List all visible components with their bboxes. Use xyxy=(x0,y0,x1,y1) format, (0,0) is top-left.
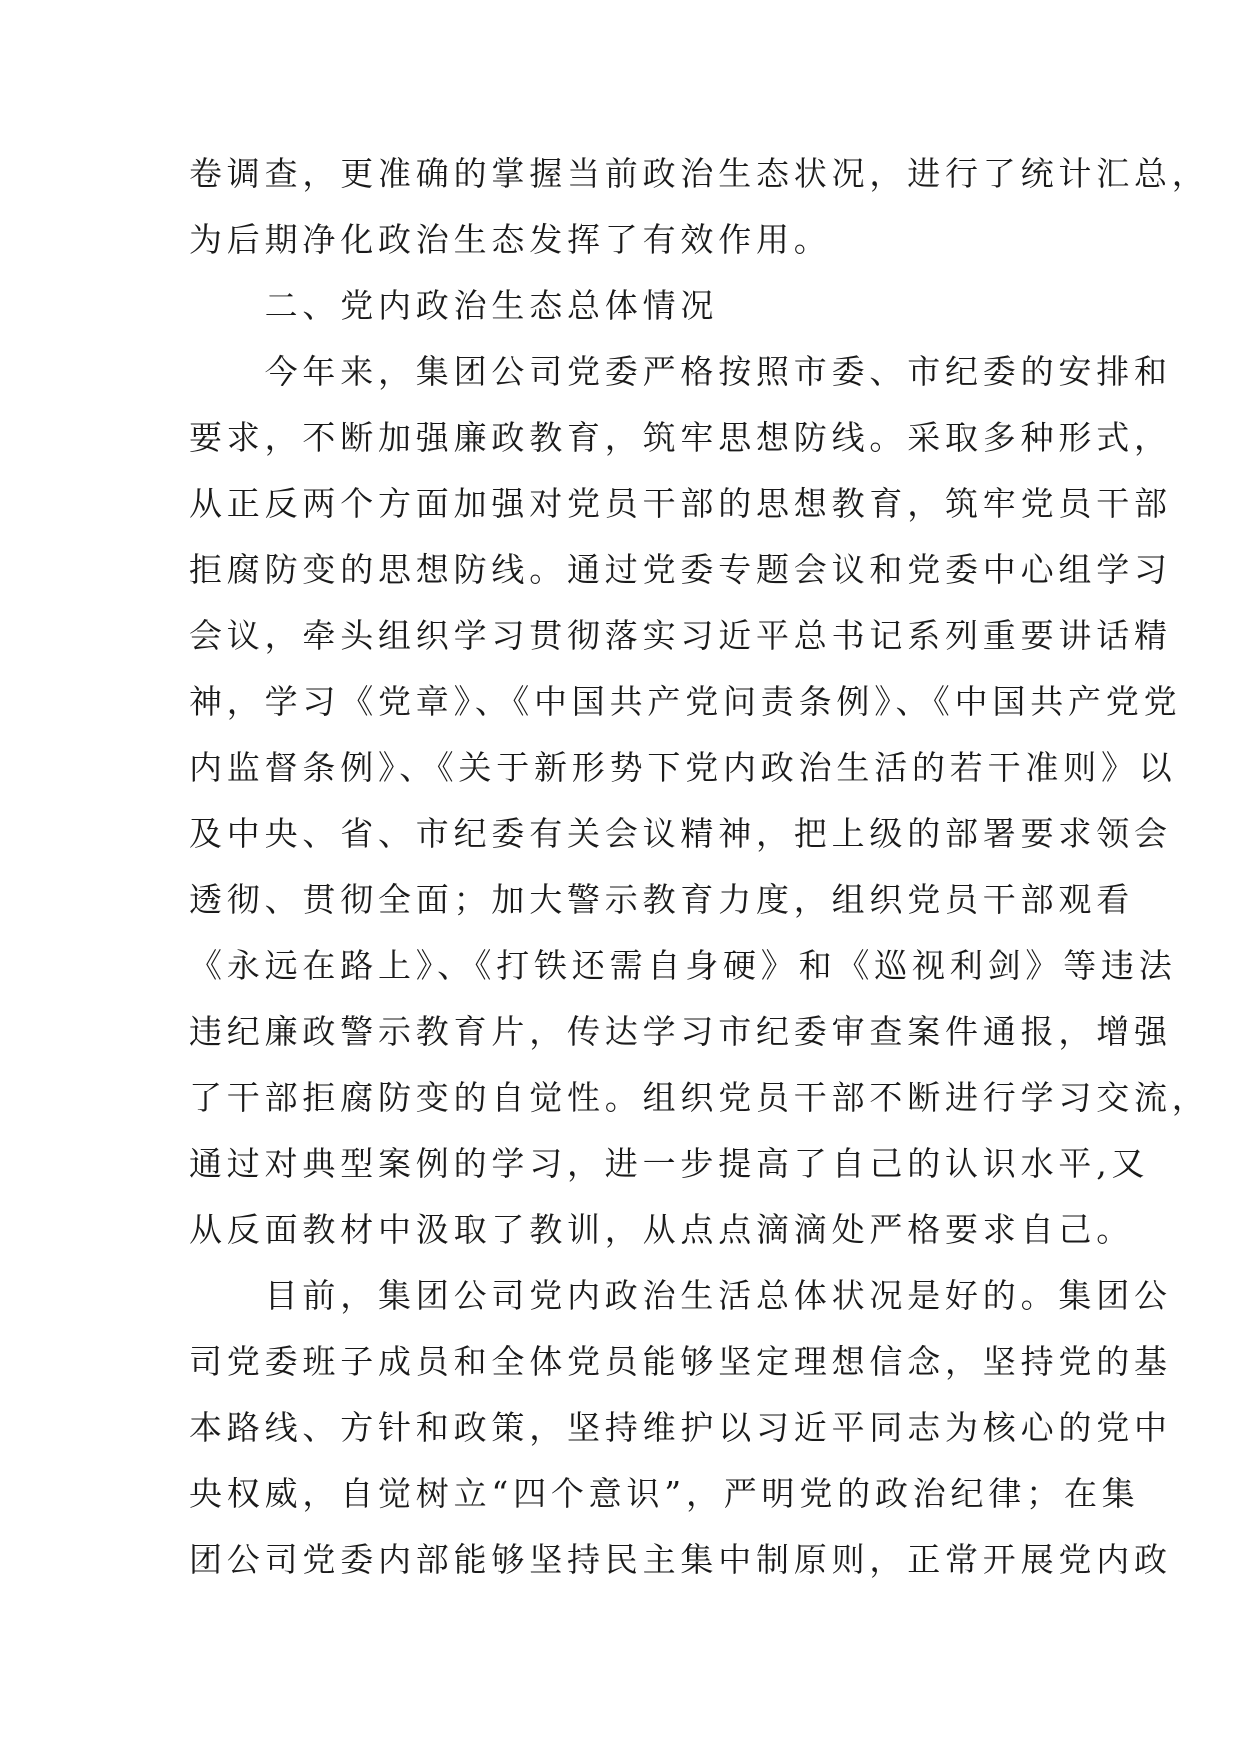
text-line: 内监督条例》、《关于新形势下党内政治生活的若干准则》以 xyxy=(189,748,1177,787)
text-line: 央权威，自觉树立“四个意识”，严明党的政治纪律；在集 xyxy=(189,1474,1140,1513)
text-line: 从反面教材中汲取了教训，从点点滴滴处严格要求自己。 xyxy=(189,1210,1134,1249)
text-line: 今年来，集团公司党委严格按照市委、市纪委的安排和 xyxy=(189,352,1172,391)
text-line: 司党委班子成员和全体党员能够坚定理想信念，坚持党的基 xyxy=(189,1342,1172,1381)
text-line: 通过对典型案例的学习，进一步提高了自己的认识水平,又 xyxy=(189,1144,1150,1183)
section-heading: 二、党内政治生态总体情况 xyxy=(189,286,719,325)
text-line: 了干部拒腐防变的自觉性。组织党员干部不断进行学习交流， xyxy=(189,1078,1210,1117)
text-line: 及中央、省、市纪委有关会议精神，把上级的部署要求领会 xyxy=(189,814,1172,853)
text-line: 目前，集团公司党内政治生活总体状况是好的。集团公 xyxy=(189,1276,1172,1315)
text-line: 本路线、方针和政策，坚持维护以习近平同志为核心的党中 xyxy=(189,1408,1172,1447)
text-line: 从正反两个方面加强对党员干部的思想教育，筑牢党员干部 xyxy=(189,484,1172,523)
text-line: 会议，牵头组织学习贯彻落实习近平总书记系列重要讲话精 xyxy=(189,616,1172,655)
text-line: 为后期净化政治生态发挥了有效作用。 xyxy=(189,220,832,259)
text-line: 要求，不断加强廉政教育，筑牢思想防线。采取多种形式， xyxy=(189,418,1172,457)
text-line: 透彻、贯彻全面；加大警示教育力度，组织党员干部观看 xyxy=(189,880,1134,919)
text-line: 违纪廉政警示教育片，传达学习市纪委审查案件通报，增强 xyxy=(189,1012,1172,1051)
text-line: 神，学习《党章》、《中国共产党问责条例》、《中国共产党党 xyxy=(189,682,1182,721)
text-line: 团公司党委内部能够坚持民主集中制原则，正常开展党内政 xyxy=(189,1540,1172,1579)
text-line: 拒腐防变的思想防线。通过党委专题会议和党委中心组学习 xyxy=(189,550,1172,589)
text-line: 卷调查，更准确的掌握当前政治生态状况，进行了统计汇总， xyxy=(189,154,1210,193)
text-line: 《永远在路上》、《打铁还需自身硬》和《巡视利剑》等违法 xyxy=(189,946,1177,985)
document-body xyxy=(189,141,1210,1593)
